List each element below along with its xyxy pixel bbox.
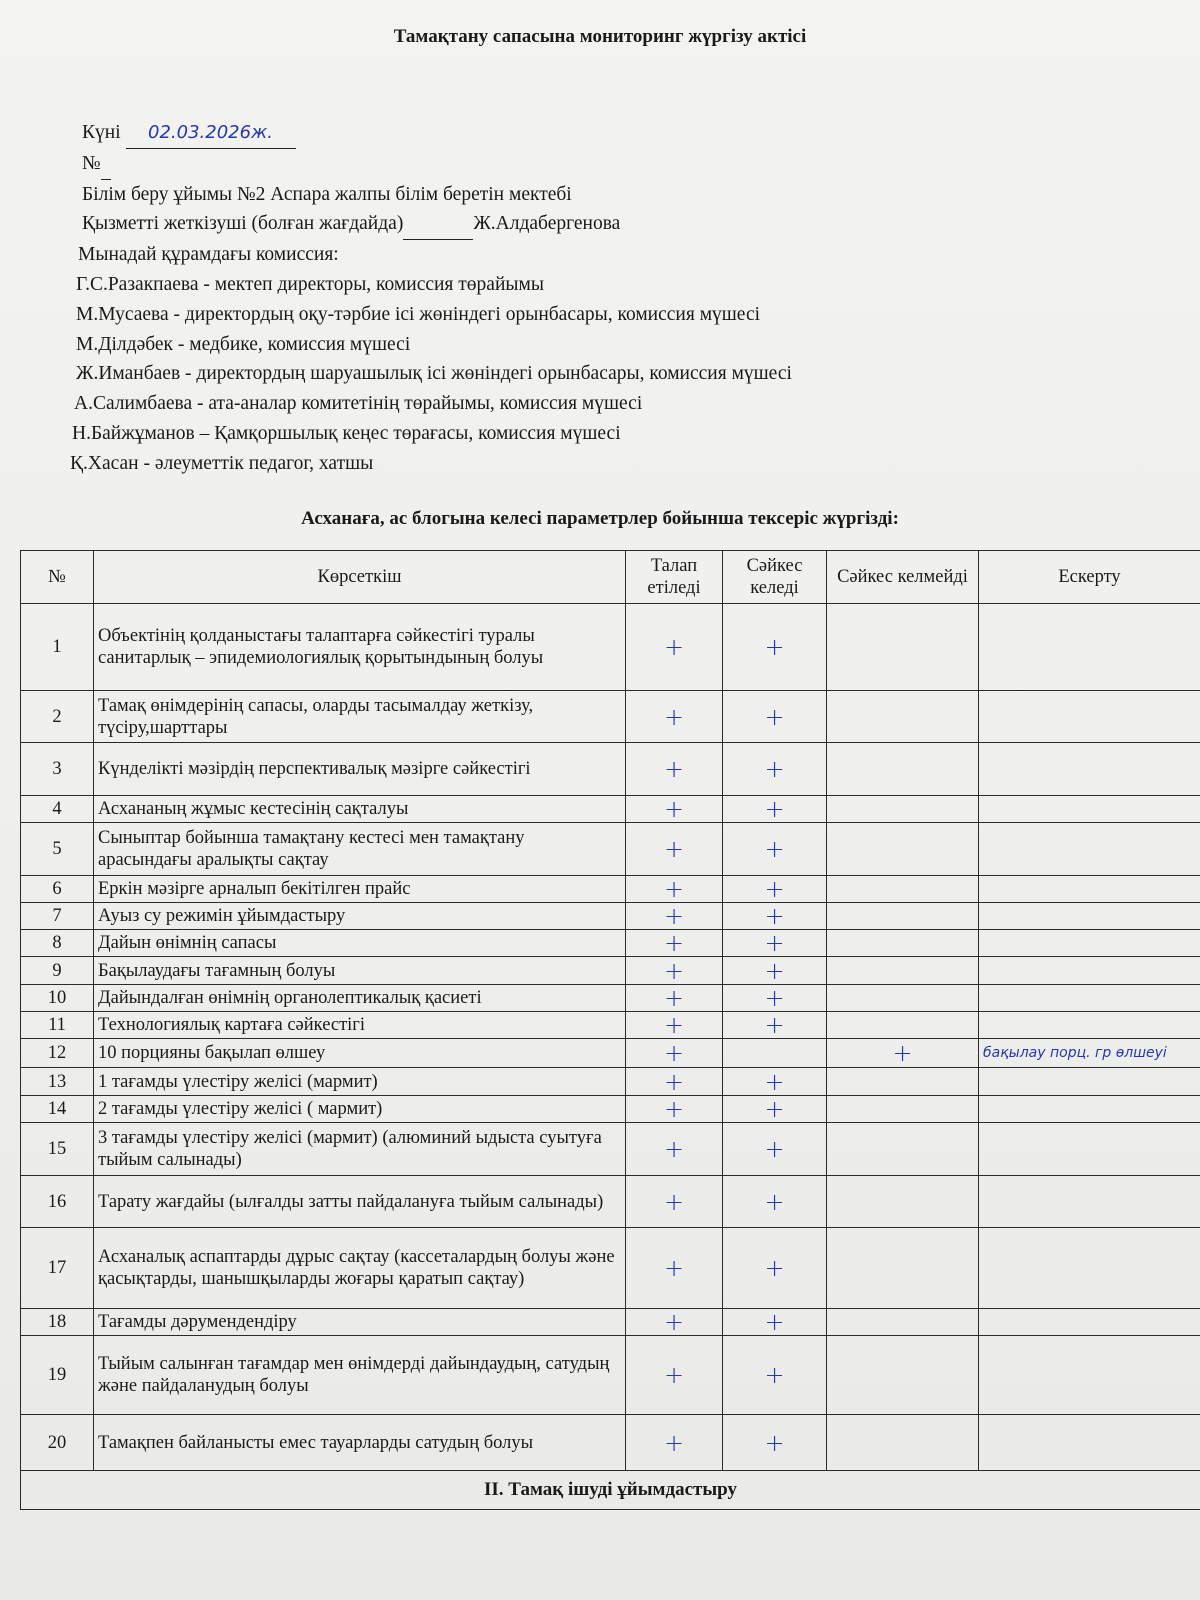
table-body [21,604,1200,1471]
row-not-complies-mark [827,1176,979,1228]
row-note [979,1068,1200,1096]
member-line: Н.Байжұманов – Қамқоршылық кеңес төрағасы, комиссия мүшесі [72,422,621,444]
row-note [979,1096,1200,1123]
row-number: 10 [21,985,94,1012]
row-required-mark: + [626,1309,723,1336]
table-row [21,1309,1200,1336]
row-number: 19 [21,1336,94,1415]
row-required-mark: + [626,823,723,876]
row-indicator: Объектінің қолданыстағы талаптарға сәйкестігі туралы санитарлық – эпидемиологиялық қорытындының болуы [94,604,626,691]
row-complies-mark: + [723,930,827,957]
row-complies-mark: + [723,957,827,985]
row-not-complies-mark [827,1123,979,1176]
row-note [979,1309,1200,1336]
member-line: М.Ділдәбек - медбике, комиссия мүшесі [76,333,411,355]
row-required-mark: + [626,1123,723,1176]
date-line [70,118,1150,149]
row-required-mark: + [626,743,723,796]
row-note [979,1415,1200,1471]
row-number: 17 [21,1228,94,1309]
row-number: 14 [21,1096,94,1123]
row-number: 3 [21,743,94,796]
row-note [979,930,1200,957]
row-complies-mark: + [723,743,827,796]
number-line [70,149,1150,180]
table-row [21,930,1200,957]
row-note [979,604,1200,691]
row-complies-mark: + [723,1068,827,1096]
row-not-complies-mark [827,985,979,1012]
row-complies-mark: + [723,796,827,823]
date-value: 02.03.2026ж. [148,122,273,143]
row-required-mark: + [626,1176,723,1228]
member-line: А.Салимбаева - ата-аналар комитетінің төрайымы, комиссия мүшесі [74,393,643,415]
row-complies-mark [723,1039,827,1068]
table-row [21,903,1200,930]
table-row [21,604,1200,691]
row-required-mark: + [626,604,723,691]
table-row [21,1012,1200,1039]
row-complies-mark: + [723,1096,827,1123]
row-not-complies-mark [827,1012,979,1039]
row-number: 4 [21,796,94,823]
row-required-mark: + [626,796,723,823]
row-number: 18 [21,1309,94,1336]
table-row [21,985,1200,1012]
row-number: 15 [21,1123,94,1176]
row-indicator: Бақылаудағы тағамның болуы [94,957,626,985]
supplier-blank [403,209,473,240]
commission-label: Мынадай құрамдағы комиссия: [78,244,339,266]
row-indicator: Технологиялық картаға сәйкестігі [94,1012,626,1039]
row-number: 13 [21,1068,94,1096]
row-complies-mark: + [723,903,827,930]
row-complies-mark: + [723,1123,827,1176]
row-required-mark: + [626,1336,723,1415]
row-note [979,823,1200,876]
row-not-complies-mark [827,1096,979,1123]
row-note [979,796,1200,823]
table-row [21,876,1200,903]
row-number: 20 [21,1415,94,1471]
row-indicator: Тыйым салынған тағамдар мен өнімдерді дайындаудың, сатудың және пайдаланудың болуы [94,1336,626,1415]
row-indicator: Асханалық аспаптарды дұрыс сақтау (кассеталардың болуы және қасықтарды, шанышқыларды жоғары қаратып сақтау) [94,1228,626,1309]
row-required-mark: + [626,1039,723,1068]
row-complies-mark: + [723,604,827,691]
row-indicator: Күнделікті мәзірдің перспективалық мәзірге сәйкестігі [94,743,626,796]
organization-line: Білім беру ұйымы №2 Аспара жалпы білім беретін мектебі [82,183,572,205]
row-required-mark: + [626,1068,723,1096]
row-number: 2 [21,691,94,743]
row-complies-mark: + [723,1228,827,1309]
header-indicator: Көрсеткіш [94,551,626,604]
row-number: 11 [21,1012,94,1039]
row-complies-mark: + [723,985,827,1012]
header-block [70,118,1150,479]
row-complies-mark: + [723,1336,827,1415]
table-row [21,1039,1200,1068]
row-complies-mark: + [723,1415,827,1471]
table-row [21,743,1200,796]
row-not-complies-mark [827,796,979,823]
header-not-complies: Сәйкес келмейді [827,551,979,604]
member-line: М.Мусаева - директордың оқу-тәрбие ісі жөніндегі орынбасары, комиссия мүшесі [76,303,761,325]
document-title: Тамақтану сапасына мониторинг жүргізу актісі [393,26,807,47]
row-not-complies-mark [827,1228,979,1309]
table-row [21,1415,1200,1471]
row-note [979,1012,1200,1039]
row-required-mark: + [626,1012,723,1039]
row-note [979,985,1200,1012]
row-number: 16 [21,1176,94,1228]
table-row [21,1336,1200,1415]
number-label: № [82,152,101,174]
row-not-complies-mark [827,1309,979,1336]
table-row [21,1123,1200,1176]
table-row [21,957,1200,985]
row-indicator: Сыныптар бойынша тамақтану кестесі мен тамақтану арасындағы аралықты сақтау [94,823,626,876]
row-indicator: Асхананың жұмыс кестесінің сақталуы [94,796,626,823]
row-indicator: Тарату жағдайы (ылғалды затты пайдалануға тыйым салынады) [94,1176,626,1228]
supplier-line [70,209,1150,240]
row-number: 8 [21,930,94,957]
row-complies-mark: + [723,823,827,876]
row-not-complies-mark [827,691,979,743]
table-header-row [21,551,1200,604]
header-num: № [21,551,94,604]
row-required-mark: + [626,985,723,1012]
table-row [21,1228,1200,1309]
row-number: 9 [21,957,94,985]
row-indicator: Тамақпен байланысты емес тауарларды сатудың болуы [94,1415,626,1471]
row-complies-mark: + [723,1309,827,1336]
row-note [979,1228,1200,1309]
row-note [979,1336,1200,1415]
row-number: 6 [21,876,94,903]
row-required-mark: + [626,691,723,743]
row-not-complies-mark [827,604,979,691]
row-note [979,876,1200,903]
number-blank [101,149,111,180]
row-indicator: Тағамды дәрумендендіру [94,1309,626,1336]
table-row [21,1096,1200,1123]
row-not-complies-mark [827,823,979,876]
header-note: Ескерту [979,551,1200,604]
row-required-mark: + [626,903,723,930]
row-number: 1 [21,604,94,691]
inspection-table [20,550,1200,1510]
row-required-mark: + [626,1415,723,1471]
row-note [979,903,1200,930]
row-indicator: Ауыз су режимін ұйымдастыру [94,903,626,930]
table-row [21,1176,1200,1228]
row-required-mark: + [626,1228,723,1309]
row-number: 5 [21,823,94,876]
member-line: Г.С.Разакпаева - мектеп директоры, комиссия төрайымы [76,273,544,295]
supplier-name: Ж.Алдабергенова [473,213,621,235]
date-label: Күні [82,122,121,143]
row-not-complies-mark [827,903,979,930]
row-not-complies-mark [827,957,979,985]
row-indicator: Дайындалған өнімнің органолептикалық қасиеті [94,985,626,1012]
table-row [21,796,1200,823]
row-required-mark: + [626,930,723,957]
row-not-complies-mark [827,876,979,903]
row-number: 7 [21,903,94,930]
header-complies: Сәйкес келеді [723,551,827,604]
row-indicator: Еркін мәзірге арналып бекітілген прайс [94,876,626,903]
row-not-complies-mark [827,1068,979,1096]
row-indicator: Тамақ өнімдерінің сапасы, оларды тасымалдау жеткізу, түсіру,шарттары [94,691,626,743]
table-row [21,1068,1200,1096]
row-required-mark: + [626,1096,723,1123]
row-number: 12 [21,1039,94,1068]
row-indicator: 10 порцияны бақылап өлшеу [94,1039,626,1068]
row-not-complies-mark [827,930,979,957]
section-title: Асханаға, ас блогына келесі параметрлер бойынша тексеріс жүргізді: [301,508,899,529]
row-note [979,1176,1200,1228]
row-not-complies-mark: + [827,1039,979,1068]
member-line: Қ.Хасан - әлеуметтік педагог, хатшы [70,452,374,474]
row-note [979,957,1200,985]
row-note [979,1123,1200,1176]
date-field [126,118,296,149]
row-not-complies-mark [827,1415,979,1471]
row-required-mark: + [626,876,723,903]
row-indicator: 2 тағамды үлестіру желісі ( мармит) [94,1096,626,1123]
row-not-complies-mark [827,743,979,796]
row-note [979,743,1200,796]
row-required-mark: + [626,957,723,985]
row-complies-mark: + [723,1012,827,1039]
row-note: бақылау порц. гр өлшеуі [979,1039,1200,1068]
table-row [21,823,1200,876]
supplier-label: Қызметті жеткізуші (болған жағдайда) [82,213,404,235]
row-indicator: Дайын өнімнің сапасы [94,930,626,957]
header-required: Талап етіледі [626,551,723,604]
row-note [979,691,1200,743]
row-complies-mark: + [723,1176,827,1228]
row-complies-mark: + [723,691,827,743]
row-indicator: 3 тағамды үлестіру желісі (мармит) (алюминий ыдыста суытуға тыйым салынады) [94,1123,626,1176]
footer-row [21,1471,1200,1510]
table-row [21,691,1200,743]
member-line: Ж.Иманбаев - директордың шаруашылық ісі жөніндегі орынбасары, комиссия мүшесі [76,363,792,385]
footer-section-title: ІІ. Тамақ ішуді ұйымдастыру [21,1471,1200,1510]
row-not-complies-mark [827,1336,979,1415]
row-indicator: 1 тағамды үлестіру желісі (мармит) [94,1068,626,1096]
row-complies-mark: + [723,876,827,903]
